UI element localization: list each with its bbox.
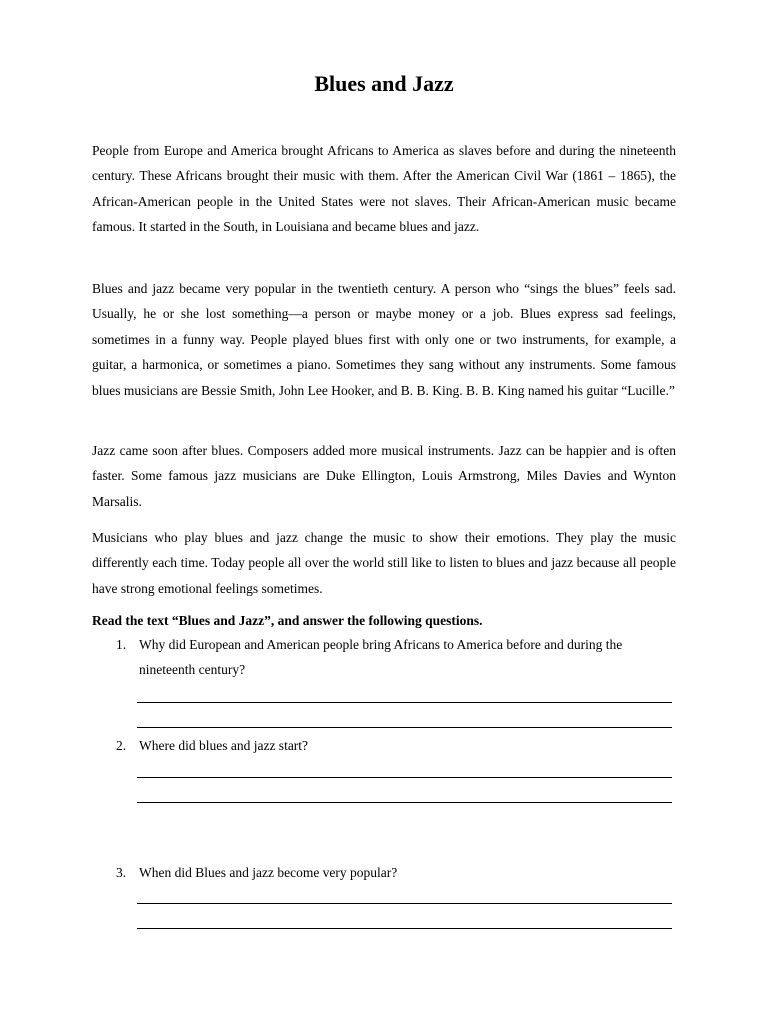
question-text: Where did blues and jazz start?: [139, 738, 309, 753]
answer-line[interactable]: [137, 928, 672, 929]
answer-line[interactable]: [137, 802, 672, 803]
answer-line[interactable]: [137, 777, 672, 778]
question-text: When did Blues and jazz become very popular?: [139, 865, 398, 880]
question-text: Why did European and American people bring Africans to America before and during the nineteenth century?: [139, 637, 623, 678]
paragraph-jazz: Jazz came soon after blues. Composers added more musical instruments. Jazz can be happier and is often faster. Some famous jazz musicians are Duke Ellington, Louis Armstrong, Miles Davies and Wynton Marsalis.: [92, 443, 676, 509]
question-number: 1.: [116, 637, 127, 652]
paragraph-blues: Blues and jazz became very popular in the twentieth century. A person who “sings the blues” feels sad. Usually, he or she lost something—a person or maybe money or a job. Blues express sad feelings, sometimes in a funny way. People played blues first with only one or two instruments, for example, a guitar, a harmonica, or sometimes a piano. Sometimes they sang without any instruments. Some famous blues musicians are Bessie Smith, John Lee Hooker, and B. B. King. B. B. King named his guitar “Lucille.”: [92, 281, 676, 398]
paragraph-history: People from Europe and America brought Africans to America as slaves before and during the nineteenth century. These Africans brought their music with them. After the American Civil War (1861 – 1865), the African-American people in the United States were not slaves. Their African-American music became famous. It started in the South, in Louisiana and became blues and jazz.: [92, 143, 676, 235]
question-number: 3.: [116, 865, 127, 880]
page-title: Blues and Jazz: [314, 71, 454, 96]
answer-line[interactable]: [137, 903, 672, 904]
instructions: Read the text “Blues and Jazz”, and answer the following questions.: [92, 613, 483, 628]
answer-line[interactable]: [137, 727, 672, 728]
question-number: 2.: [116, 738, 127, 753]
paragraph-emotions: Musicians who play blues and jazz change the music to show their emotions. They play the music differently each time. Today people all over the world still like to listen to blues and jazz because all people have strong emotional feelings sometimes.: [92, 530, 676, 596]
answer-line[interactable]: [137, 702, 672, 703]
